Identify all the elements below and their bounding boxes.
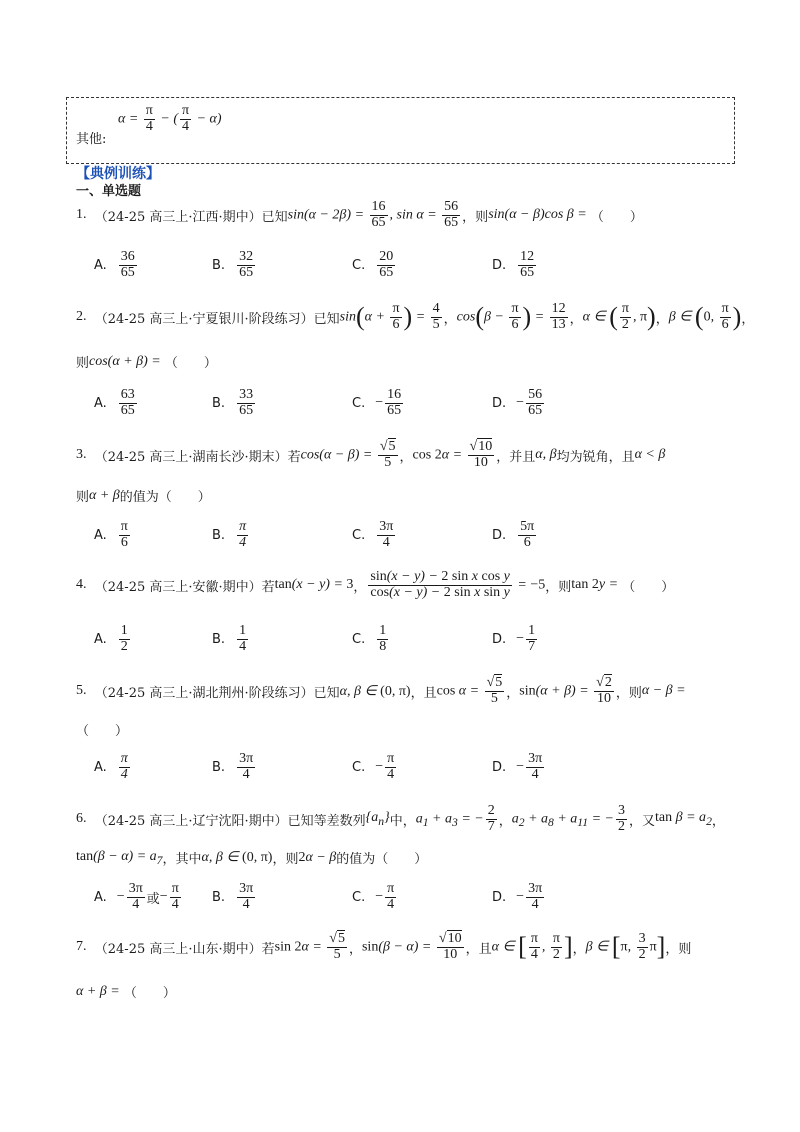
section-header: 【典例训练】 <box>76 166 160 182</box>
q6-option-a[interactable]: A. − $\frac{3\pi}{4}$ 或 − $\frac{\pi}{4}$ <box>94 881 179 912</box>
q6-option-b[interactable]: B. $\frac{3\pi}{4}$ <box>212 881 254 912</box>
q2-option-a[interactable]: A. $\frac{63}{65}$ <box>94 387 135 418</box>
question-6-line2: $\tan(\beta - \alpha) = a_7$ ， 其中 α, β ∈ (0, π) ， 则 2α − β 的值为（ ） <box>76 848 428 867</box>
q3-option-c[interactable]: C. $\frac{3\pi}{4}$ <box>352 519 394 550</box>
q1-option-d[interactable]: D. $\frac{12}{65}$ <box>492 249 535 280</box>
section-subheader: 一、单选题 <box>76 184 142 199</box>
question-1: 1. （24-25 高三上·江西·期中）已知 sin(α − 2β) = $\frac{16}{65}$ , sin α = $\frac{56}{65}$ ， 则 sin(α − β)cos β = （ ） <box>76 199 643 230</box>
q2-option-b[interactable]: B. $\frac{33}{65}$ <box>212 387 254 418</box>
q4-option-d[interactable]: D. − $\frac{1}{7}$ <box>492 623 536 654</box>
q1-option-a[interactable]: A. $\frac{36}{65}$ <box>94 249 135 280</box>
q1-option-b[interactable]: B. $\frac{32}{65}$ <box>212 249 254 280</box>
q3-option-d[interactable]: D. $\frac{5\pi}{6}$ <box>492 519 535 550</box>
q2-option-d[interactable]: D. − $\frac{56}{65}$ <box>492 387 543 418</box>
question-4: 4. （24-25 高三上·安徽·期中）若 tan(x − y) = 3 ， $\frac{\text{sin(x − y) − 2 sin x cos y}}{\text{cos(x − y) − 2 sin x sin y}}$ = −5 ， 则 tan 2y = （ ） <box>76 569 675 600</box>
q1-option-c[interactable]: C. $\frac{20}{65}$ <box>352 249 394 280</box>
q2-option-c[interactable]: C. − $\frac{16}{65}$ <box>352 387 402 418</box>
question-3: 3. （24-25 高三上·湖南长沙·期末）若 cos(α − β) = $\frac{√5}{5}$ ， cos 2α = $\frac{√10}{10}$ ， 并且 α, β 均为锐角，且 α < β <box>76 439 666 470</box>
q6-option-d[interactable]: D. − $\frac{3\pi}{4}$ <box>492 881 543 912</box>
question-7-line2: α + β = （ ） <box>76 983 176 1001</box>
q4-option-c[interactable]: C. $\frac{1}{8}$ <box>352 623 387 654</box>
question-2-line2: 则 cos(α + β) = （ ） <box>76 353 217 371</box>
question-5: 5. （24-25 高三上·湖北荆州·阶段练习）已知 α, β ∈ (0, π) ， 且 cos α = $\frac{√5}{5}$ ， sin(α + β) = $\frac{√2}{10}$ ， 则 α − β = <box>76 675 686 706</box>
q3-option-a[interactable]: A. $\frac{\pi}{6}$ <box>94 519 128 550</box>
formula-alpha-expansion: α = $\frac{\pi}{4}$ − ( $\frac{\pi}{4}$ − α) <box>118 103 222 134</box>
question-2: 2. （24-25 高三上·宁夏银川·阶段练习）已知 sin(α + $\frac{\pi}{6}$ ) = $\frac{4}{5}$ ， cos(β − $\frac{\pi}{6}$ ) = $\frac{12}{13}$ ， α ∈ ( $\frac{\pi}{2}$ , π) ， β ∈ (0, $\frac{\pi}{6}$ ) ， <box>76 301 755 332</box>
q4-option-a[interactable]: A. $\frac{1}{2}$ <box>94 623 128 654</box>
q5-option-c[interactable]: C. − $\frac{\pi}{4}$ <box>352 751 395 782</box>
box-label: 其他: <box>76 132 107 147</box>
question-7: 7. （24-25 高三上·山东·期中）若 sin 2α = $\frac{√5}{5}$ ， sin(β − α) = $\frac{√10}{10}$ ， 且 α ∈ [ $\frac{\pi}{4}$ , $\frac{\pi}{2}$ ] ， β ∈ [π, $\frac{3}{2}$ π] ， 则 <box>76 931 692 962</box>
q5-option-b[interactable]: B. $\frac{3\pi}{4}$ <box>212 751 254 782</box>
q5-option-d[interactable]: D. − $\frac{3\pi}{4}$ <box>492 751 543 782</box>
question-5-line2: （ ） <box>76 724 129 739</box>
q5-option-a[interactable]: A. $\frac{\pi}{4}$ <box>94 751 128 782</box>
q6-option-c[interactable]: C. − $\frac{\pi}{4}$ <box>352 881 395 912</box>
q4-option-b[interactable]: B. $\frac{1}{4}$ <box>212 623 247 654</box>
question-6: 6. （24-25 高三上·辽宁沈阳·期中）已知等差数列 $\{a_n\}$ 中， $a_1 + a_3$ = − $\frac{2}{7}$ ， $a_2 + a_8 + a_{11}$ = − $\frac{3}{2}$ ， 又 $\tan \beta = a_2$ ， <box>76 803 725 834</box>
q3-option-b[interactable]: B. $\frac{\pi}{4}$ <box>212 519 247 550</box>
question-3-line2: 则 α + β 的值为（ ） <box>76 487 211 505</box>
